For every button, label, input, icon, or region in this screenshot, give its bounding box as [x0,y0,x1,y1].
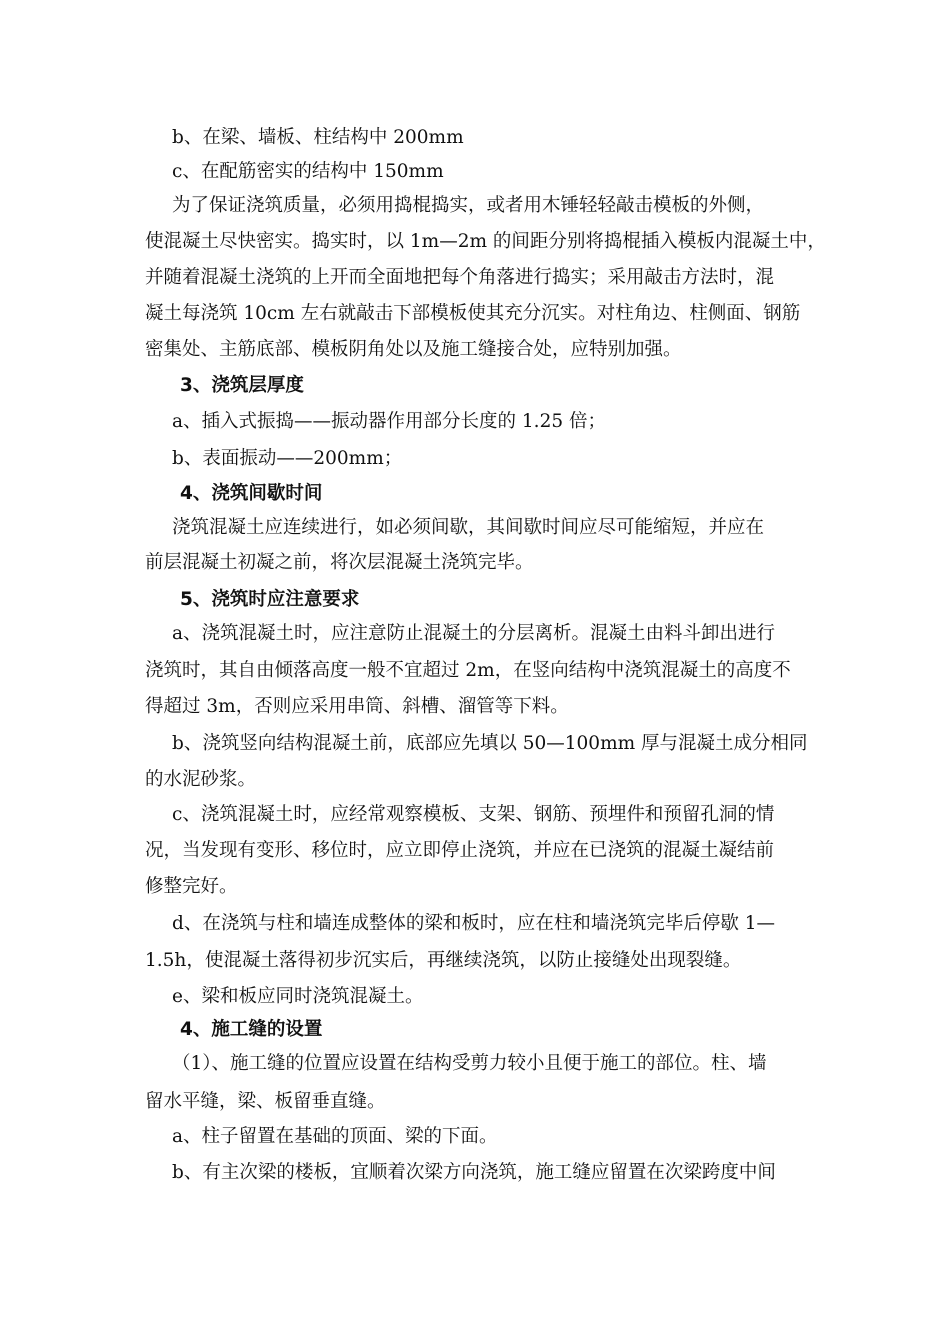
text-line: 并随着混凝土浇筑的上开而全面地把每个角落进行捣实；采用敲击方法时，混 [145,267,775,288]
text-line: 凝土每浇筑 10cm 左右就敲击下部模板使其充分沉实。对柱角边、柱侧面、钢筋 [145,303,801,324]
text-line: b、表面振动——200mm； [172,448,403,469]
text-line: 密集处、主筋底部、模板阴角处以及施工缝接合处，应特别加强。 [145,339,682,360]
text-line: 1.5h，使混凝土落得初步沉实后，再继续浇筑，以防止接缝处出现裂缝。 [145,950,742,971]
text-line: （1）、施工缝的位置应设置在结构受剪力较小且便于施工的部位。柱、墙 [172,1053,767,1074]
text-line: 浇筑混凝土应连续进行，如必须间歇，其间歇时间应尽可能缩短，并应在 [172,517,765,538]
text-line: c、浇筑混凝土时，应经常观察模板、支架、钢筋、预埋件和预留孔洞的情 [172,804,775,825]
text-line: a、浇筑混凝土时，应注意防止混凝土的分层离析。混凝土由料斗卸出进行 [172,623,776,644]
section-heading: 4、浇筑间歇时间 [180,483,323,504]
text-line: 况，当发现有变形、移位时，应立即停止浇筑，并应在已浇筑的混凝土凝结前 [145,840,775,861]
text-line: e、梁和板应同时浇筑混凝土。 [172,986,424,1007]
text-line: a、柱子留置在基础的顶面、梁的下面。 [172,1126,498,1147]
text-line: 得超过 3m，否则应采用串筒、斜槽、溜管等下料。 [145,696,569,717]
text-line: 为了保证浇筑质量，必须用捣棍捣实，或者用木锤轻轻敲击模板的外侧， [172,195,765,216]
section-heading: 3、浇筑层厚度 [180,375,304,396]
text-line: 使混凝土尽快密实。捣实时，以 1m—2m 的间距分别将捣棍插入模板内混凝土中， [145,231,826,252]
text-line: 修整完好。 [145,876,238,897]
text-line: b、在梁、墙板、柱结构中 200mm [172,127,464,148]
text-line: 前层混凝土初凝之前，将次层混凝土浇筑完毕。 [145,552,534,573]
text-line: a、插入式振捣——振动器作用部分长度的 1.25 倍； [172,411,606,432]
section-heading: 5、浇筑时应注意要求 [180,589,360,610]
text-line: c、在配筋密实的结构中 150mm [172,161,444,182]
text-line: 的水泥砂浆。 [145,769,257,790]
text-line: b、浇筑竖向结构混凝土前，底部应先填以 50—100mm 厚与混凝土成分相同 [172,733,808,754]
text-line: 浇筑时，其自由倾落高度一般不宜超过 2m，在竖向结构中浇筑混凝土的高度不 [145,660,791,681]
section-heading: 4、施工缝的设置 [180,1019,323,1040]
text-line: b、有主次梁的楼板，宜顺着次梁方向浇筑，施工缝应留置在次梁跨度中间 [172,1162,776,1183]
text-line: d、在浇筑与柱和墙连成整体的梁和板时，应在柱和墙浇筑完毕后停歇 1— [172,913,775,934]
text-line: 留水平缝，梁、板留垂直缝。 [145,1091,386,1112]
